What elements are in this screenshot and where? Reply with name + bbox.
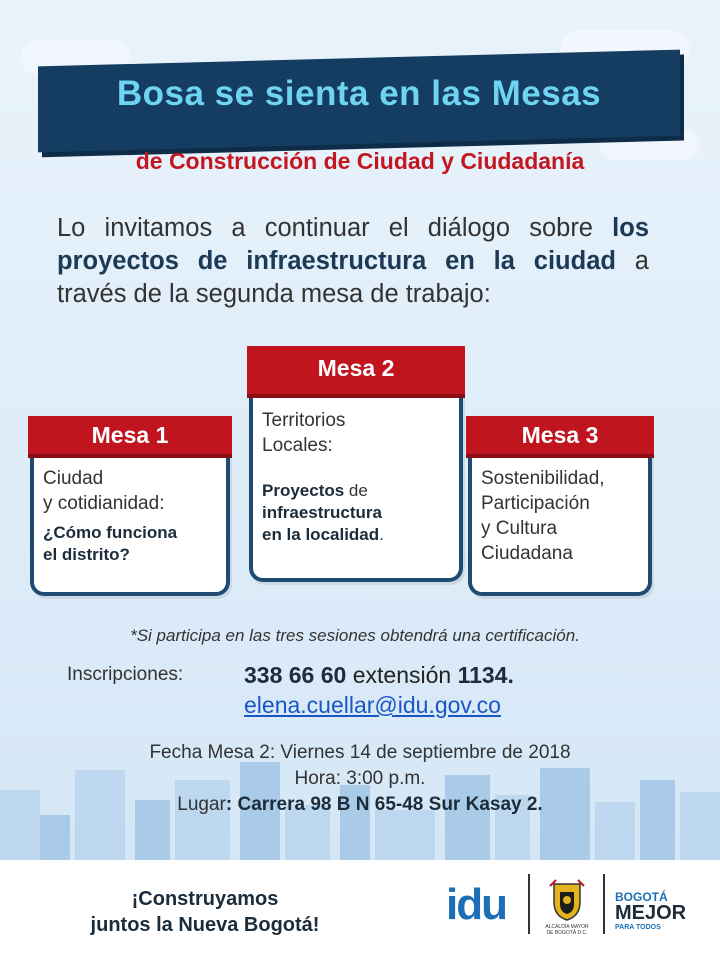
mesa-1-line: y cotidianidad: xyxy=(43,493,165,514)
place-label: Lugar xyxy=(177,794,226,815)
email-link[interactable]: elena.cuellar@idu.gov.co xyxy=(244,692,501,718)
place-value: : Carrera 98 B N 65-48 Sur Kasay 2. xyxy=(225,794,543,815)
mesa-2-bold: Proyectos xyxy=(262,481,345,500)
intro-bold-text: los proyectos de infraestructura en la ciudad xyxy=(57,214,649,275)
extension-number: 1134. xyxy=(457,662,514,688)
mesa-1-question: ¿Cómo funciona xyxy=(43,523,178,542)
mesa-3-line: Sostenibilidad, xyxy=(481,468,605,489)
mesa-2-line: Locales: xyxy=(262,435,333,456)
bogota-logo-para-todos: PARA TODOS xyxy=(615,924,661,931)
mesa-3-line: Participación xyxy=(481,493,590,514)
mesa-1-body xyxy=(43,466,218,566)
bogota-coat-of-arms-icon xyxy=(548,878,586,922)
mesa-1-question: el distrito? xyxy=(43,545,130,564)
mesa-2-body xyxy=(262,408,451,546)
inscripciones-label: Inscripciones: xyxy=(67,664,184,685)
intro-text: a través de la segunda mesa de trabajo: xyxy=(57,247,649,308)
alcaldia-line: ALCALDÍA MAYOR xyxy=(545,924,589,930)
mesa-3-title: Mesa 3 xyxy=(466,416,654,454)
idu-logo: idu xyxy=(446,880,506,929)
mesa-2-bold: en la localidad xyxy=(262,525,380,544)
mesa-2-line: Territorios xyxy=(262,410,346,431)
intro-text: Lo invitamos a continuar el diálogo sobre xyxy=(57,214,613,242)
inscripciones-phone xyxy=(244,662,514,689)
logo-divider xyxy=(528,874,530,934)
extension-label: extensión xyxy=(346,662,458,688)
mesa-3-card xyxy=(468,416,652,596)
bogota-logo-mejor: MEJOR xyxy=(615,902,687,924)
mesa-2-bold: infraestructura xyxy=(262,503,382,522)
mesa-3-line: y Cultura xyxy=(481,518,558,539)
page-title: Bosa se sienta en las Mesas xyxy=(116,74,602,113)
certification-note: *Si participa en las tres sesiones obtendrá una certificación. xyxy=(130,626,580,645)
bogota-logo-top: BOGOTÁ xyxy=(615,890,668,904)
mesa-1-line: Ciudad xyxy=(43,468,104,489)
mesa-1-title: Mesa 1 xyxy=(28,416,232,454)
alcaldia-label xyxy=(537,924,597,936)
mesa-2-title: Mesa 2 xyxy=(247,346,465,394)
mesa-2-text: . xyxy=(379,525,384,544)
mesa-2-text: de xyxy=(344,481,368,500)
mesa-3-line: Ciudadana xyxy=(481,543,573,564)
intro-paragraph xyxy=(57,212,649,311)
phone-number: 338 66 60 xyxy=(244,662,347,688)
mesa-2-card xyxy=(249,346,463,582)
page-subtitle: de Construcción de Ciudad y Ciudadanía xyxy=(135,148,585,174)
mesa-1-card xyxy=(30,416,230,596)
footer-slogan xyxy=(40,886,370,938)
slogan-line: juntos la Nueva Bogotá! xyxy=(90,914,320,936)
slogan-line: ¡Construyamos xyxy=(131,888,279,910)
event-time: Hora: 3:00 p.m. xyxy=(294,768,426,789)
logo-divider xyxy=(603,874,605,934)
event-place xyxy=(0,794,720,816)
alcaldia-line: DE BOGOTÁ D.C. xyxy=(546,930,588,936)
mesa-3-body xyxy=(481,466,640,566)
event-date: Fecha Mesa 2: Viernes 14 de septiembre de 2018 xyxy=(149,742,571,763)
